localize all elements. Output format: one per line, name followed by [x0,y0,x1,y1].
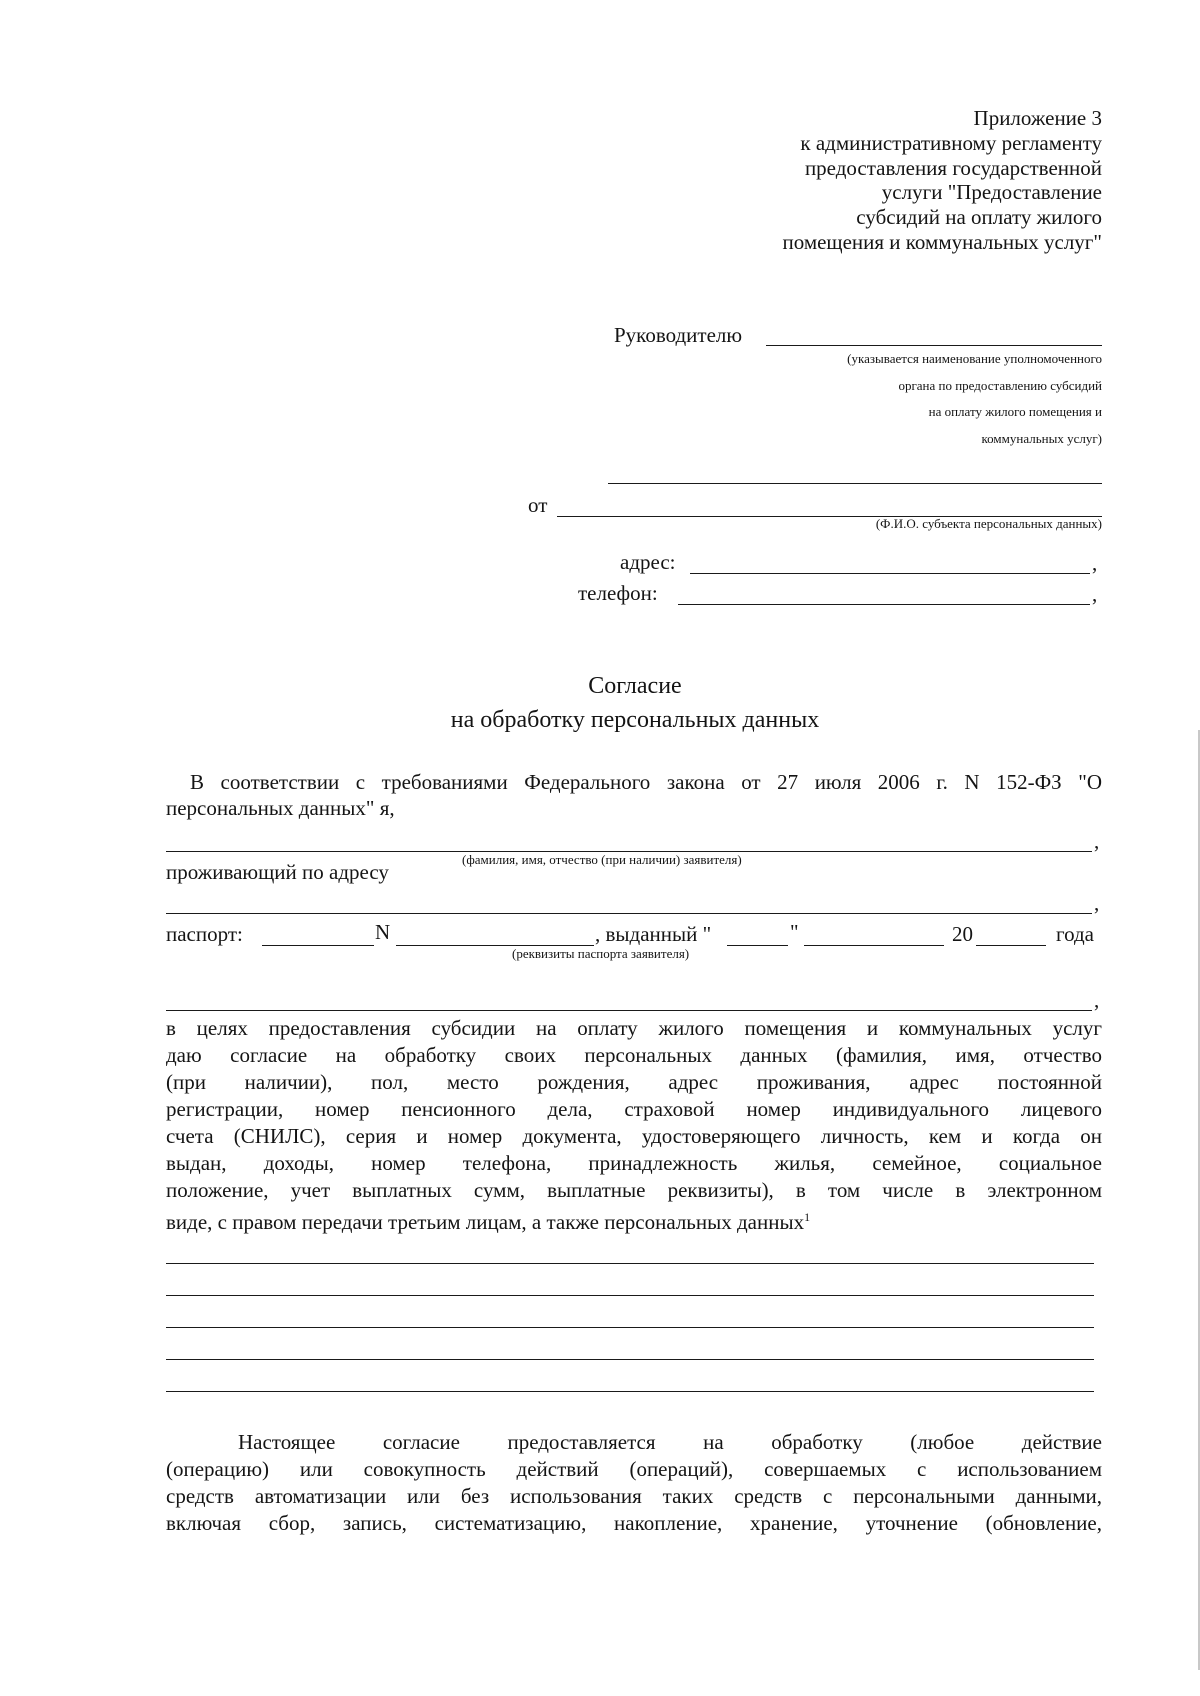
passport-number-sign: N [375,920,391,944]
addressee-note-line: на оплату жилого помещения и [928,404,1102,419]
intro-line-1: В соответствии с требованиями Федерального закона от 27 июля 2006 г. N 152-ФЗ "О [190,770,1102,794]
consent-line: (при наличии), пол, место рождения, адрес проживания, адрес постоянной [166,1070,1102,1094]
consent-line-last [166,1204,1102,1236]
consent-line: положение, учет выплатных сумм, выплатные реквизиты), в том числе в электронном [166,1178,1102,1202]
address-comma: , [1092,551,1098,575]
passport-label: паспорт: [166,922,243,946]
header-line: к административному регламенту [800,130,1102,155]
fio-note: (фамилия, имя, отчество (при наличии) заявителя) [462,852,742,867]
year-label: года [1056,922,1094,946]
title-line-2: на обработку персональных данных [450,707,820,733]
footnote-mark: 1 [804,1210,811,1224]
fio-comma: , [1094,829,1100,853]
consent-line: даю согласие на обработку своих персональных данных (фамилия, имя, отчество [166,1043,1102,1067]
processing-line: Настоящее согласие предоставляется на обработку (любое действие [238,1430,1102,1454]
processing-line: средств автоматизации или без использования таких средств с персональными данными, [166,1484,1102,1508]
title-line-1: Согласие [588,673,682,699]
header-line: субсидий на оплату жилого [856,205,1102,230]
residence-field[interactable] [166,913,1092,914]
consent-line: выдан, доходы, номер телефона, принадлежность жилья, семейное, социальное [166,1151,1102,1175]
additional-data-line[interactable] [166,1263,1094,1264]
processing-line: (операцию) или совокупность действий (операций), совершаемых с использованием [166,1457,1102,1481]
consent-line: регистрации, номер пенсионного дела, страховой номер индивидуального лицевого [166,1097,1102,1121]
passport-note: (реквизиты паспорта заявителя) [512,946,690,961]
processing-paragraph [166,1429,1102,1537]
passport-details-comma: , [1094,988,1100,1012]
additional-data-line[interactable] [166,1327,1094,1328]
addressee-note-line: коммунальных услуг) [981,430,1102,446]
addressee-extra-field[interactable] [608,483,1102,484]
from-label: от [528,493,548,517]
address-field[interactable] [690,573,1090,574]
consent-line: в целях предоставления субсидии на оплату жилого помещения и коммунальных услуг [166,1016,1102,1040]
additional-data-line[interactable] [166,1359,1094,1360]
document-title [0,669,1200,737]
consent-line: счета (СНИЛС), серия и номер документа, удостоверяющего личность, кем и когда он [166,1124,1102,1148]
intro-line-2: персональных данных" я, [166,796,395,820]
header-line: помещения и коммунальных услуг" [782,229,1102,254]
address-label: адрес: [620,550,676,574]
consent-last-text: виде, с правом передачи третьим лицам, а также персональных данных [166,1210,805,1234]
issued-month-field[interactable] [804,945,944,946]
processing-line: включая сбор, запись, систематизацию, накопление, хранение, уточнение (обновление, [166,1511,1102,1535]
issued-quote-close: " [790,920,799,944]
passport-details-field[interactable] [166,1010,1092,1011]
additional-data-line[interactable] [166,1295,1094,1296]
header-line: предоставления государственной [804,155,1102,180]
header-line: Приложение 3 [973,106,1102,130]
residence-comma: , [1094,891,1100,915]
appendix-header [502,106,1102,255]
addressee-note-line: (указывается наименование уполномоченного [847,351,1102,366]
issued-label: , выданный " [595,922,712,946]
phone-field[interactable] [678,604,1090,605]
phone-comma: , [1092,582,1098,606]
issued-day-field[interactable] [727,945,788,946]
residing-label: проживающий по адресу [166,860,389,884]
passport-series-field[interactable] [262,945,374,946]
addressee-note [682,346,1102,452]
phone-label: телефон: [578,581,658,605]
header-line: услуги "Предоставление [881,180,1102,205]
additional-data-line[interactable] [166,1391,1094,1392]
addressee-label: Руководителю [614,323,743,347]
consent-paragraph [166,1015,1102,1236]
issued-year-field[interactable] [976,945,1046,946]
from-note: (Ф.И.О. субъекта персональных данных) [875,516,1102,531]
addressee-note-line: органа по предоставлению субсидий [898,377,1102,393]
year-prefix: 20 [952,922,973,946]
